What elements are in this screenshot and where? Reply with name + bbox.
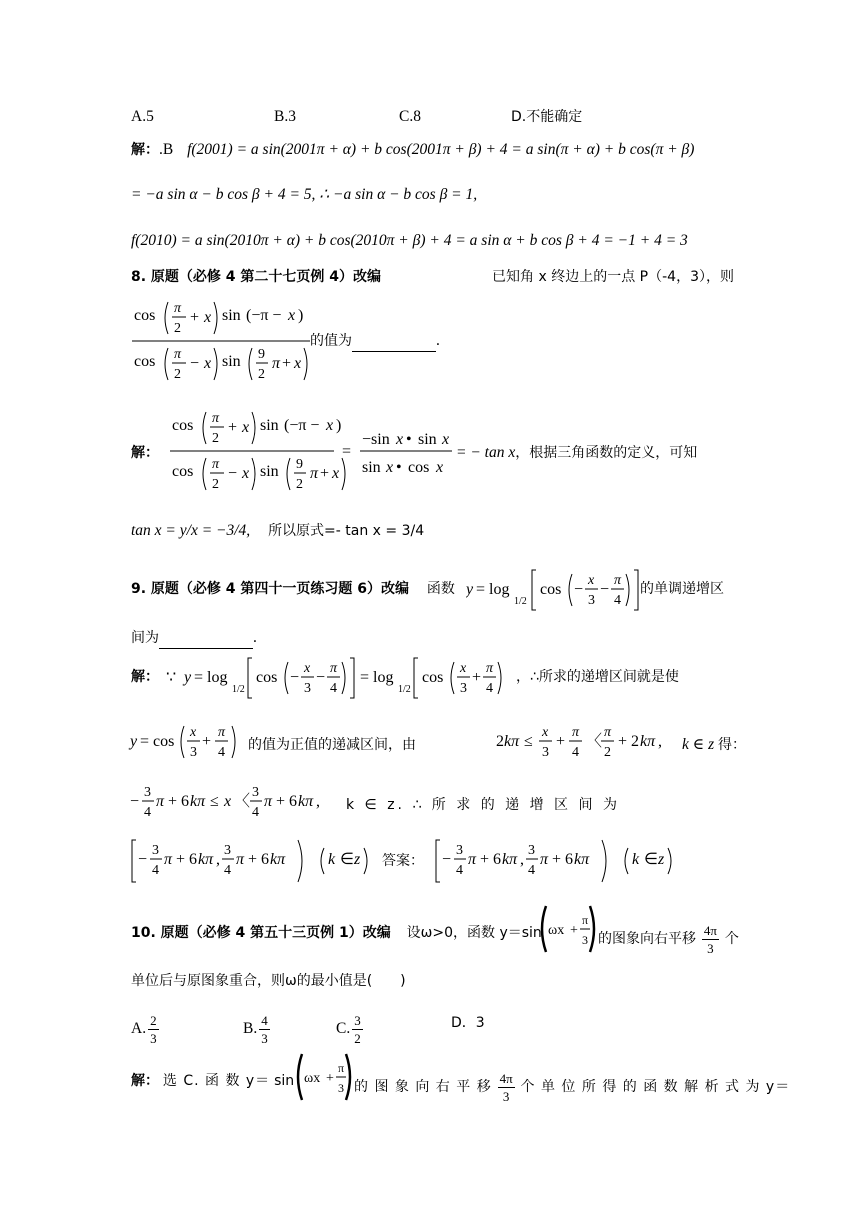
svg-text:= log: = log (360, 669, 394, 686)
shift-fraction: $\frac{4\pi}{3}$ (499, 1071, 513, 1104)
svg-text:cos: cos (422, 669, 444, 686)
svg-text:): ) (298, 307, 304, 324)
q10-arg (538, 904, 598, 954)
svg-text:+: + (472, 669, 482, 686)
choice-d: D.不能确定 (511, 109, 583, 125)
shift-fraction: $\frac{4\pi}{3}$ (703, 923, 717, 956)
svg-text:+: + (282, 355, 292, 372)
svg-text:2: 2 (174, 367, 181, 382)
svg-text:−: − (138, 851, 148, 868)
svg-text:π: π (310, 465, 319, 482)
svg-text:2: 2 (212, 477, 219, 492)
sol8-tail: ，根据三角函数的定义，可知 (515, 445, 698, 461)
svg-text:(−π −: (−π − (284, 417, 320, 434)
svg-text:kπ: kπ (298, 793, 314, 810)
sol9-line3 (346, 794, 734, 816)
sol10-sin: sin (274, 1073, 295, 1089)
q10-choice-b: B. $\frac{4}{3}$ (243, 1013, 268, 1046)
svg-text:+ 6: + 6 (168, 793, 190, 810)
svg-text:π: π (330, 661, 338, 676)
svg-text:sin: sin (222, 307, 241, 324)
svg-text:x: x (294, 355, 302, 372)
svg-text:π: π (212, 457, 220, 472)
solution-label: 解： (131, 1073, 159, 1089)
svg-text:−: − (600, 581, 610, 598)
sol9-expression (166, 652, 506, 704)
q10-line2-text: 单位后与原图象重合，则ω的最小值是( ) (131, 973, 406, 989)
sol10-tail-line (354, 1070, 791, 1105)
sol7-line1 (131, 139, 734, 161)
svg-text:π: π (174, 301, 182, 316)
svg-text:kπ: kπ (198, 851, 214, 868)
svg-text:= log: = log (476, 581, 510, 598)
svg-text:≤: ≤ (524, 733, 533, 750)
svg-text:+ 6: + 6 (552, 851, 574, 868)
svg-text:cos: cos (172, 417, 194, 434)
svg-text:3: 3 (542, 745, 549, 760)
svg-text:+ 6: + 6 (480, 851, 502, 868)
svg-text:y: y (184, 669, 192, 686)
sol8-mid: = − tan x (456, 444, 516, 461)
svg-text:−: − (130, 793, 140, 810)
svg-text:4: 4 (144, 805, 151, 820)
svg-text:3: 3 (144, 785, 151, 800)
svg-text:4: 4 (528, 863, 535, 878)
q8-title: 8. 原题（必修 4 第二十七页例 4）改编 (131, 269, 382, 285)
q8-expression (128, 296, 318, 386)
svg-text:,: , (216, 851, 220, 868)
svg-text:(−π −: (−π − (246, 307, 282, 324)
solution-label: 解： (131, 142, 159, 158)
svg-text:2: 2 (604, 745, 611, 760)
svg-text:kπ: kπ (504, 733, 520, 750)
svg-text:π: π (156, 793, 165, 810)
q8-period: . (436, 332, 440, 349)
sol9-line3-text: k ∈ z. ∴ 所 求 的 递 增 区 间 为 (346, 797, 620, 813)
svg-text:x: x (204, 309, 212, 326)
sol10-text-a: 选 C. 函 数 y＝ (162, 1073, 271, 1089)
svg-text:kπ: kπ (640, 733, 656, 750)
q8-header (131, 266, 734, 288)
svg-text:+: + (570, 923, 578, 938)
sol9-line2-text: 的值为正值的递减区间，由 (248, 737, 416, 753)
svg-text:−sin: −sin (362, 431, 390, 448)
svg-text:∈: ∈ (644, 851, 658, 868)
svg-text:x: x (242, 419, 250, 436)
svg-text:+: + (202, 733, 212, 750)
svg-text:∵: ∵ (166, 669, 177, 686)
svg-text:y: y (130, 733, 138, 750)
svg-text:4: 4 (456, 863, 463, 878)
q9-line2-text: 间为 (131, 630, 159, 646)
sol7-line2 (131, 184, 734, 206)
sol9-tail: ，∴所求的递增区间就是使 (516, 669, 679, 685)
svg-text:sin: sin (222, 353, 241, 370)
solution-label: 解： (131, 445, 159, 461)
svg-text:4: 4 (218, 745, 225, 760)
sol9-answer-label-line (382, 850, 734, 872)
svg-text:2: 2 (212, 431, 219, 446)
svg-text:kπ: kπ (270, 851, 286, 868)
svg-text:x: x (326, 417, 334, 434)
svg-text:cos: cos (540, 581, 562, 598)
svg-text:1/2: 1/2 (514, 596, 527, 607)
svg-text:3: 3 (304, 681, 311, 696)
svg-text:2: 2 (296, 477, 303, 492)
sol10-arg (294, 1052, 354, 1102)
svg-text:3: 3 (252, 785, 259, 800)
svg-text:3: 3 (582, 933, 588, 947)
q10-text-a: 设ω>0，函数 y＝sin (406, 925, 542, 941)
svg-text:4: 4 (252, 805, 259, 820)
svg-text:4: 4 (572, 745, 579, 760)
q8-value-text: 的值为 (310, 333, 352, 349)
solution-label: 解： (131, 669, 159, 685)
svg-text:x: x (242, 465, 250, 482)
svg-text:3: 3 (224, 843, 231, 858)
svg-text:x: x (332, 465, 340, 482)
svg-text:x: x (190, 725, 197, 740)
q10-text-c: 个 (724, 931, 739, 948)
svg-text:x: x (588, 573, 595, 588)
svg-text:π: π (236, 851, 245, 868)
sol9-range (128, 778, 346, 828)
q9-title: 9. 原题（必修 4 第四十一页练习题 6）改编 (131, 581, 410, 597)
svg-text:4: 4 (152, 863, 159, 878)
svg-text:4: 4 (330, 681, 337, 696)
svg-text:+ 6: + 6 (176, 851, 198, 868)
q9-text: 函数 (426, 581, 455, 597)
svg-text:π: π (614, 573, 622, 588)
svg-text:π: π (174, 347, 182, 362)
svg-text:sin: sin (362, 459, 381, 476)
q10-text-b: 的图象向右平移 (598, 931, 696, 948)
choice-b: B.3 (274, 108, 296, 125)
svg-text:1/2: 1/2 (232, 684, 245, 695)
q9-line2 (131, 627, 734, 649)
q10-choice-c: C. $\frac{3}{2}$ (336, 1013, 361, 1046)
sol9-line2-b: 得： (718, 737, 747, 753)
svg-text:π: π (338, 1061, 345, 1075)
svg-text:π: π (572, 725, 580, 740)
svg-text:x: x (396, 431, 404, 448)
svg-text:sin: sin (260, 463, 279, 480)
svg-text:+: + (326, 1071, 334, 1086)
q10-choice-d: D．3 (451, 1015, 485, 1031)
svg-text:3: 3 (456, 843, 463, 858)
svg-text:π: π (264, 793, 273, 810)
svg-text:2: 2 (174, 321, 181, 336)
svg-text:cos: cos (408, 459, 430, 476)
svg-text:9: 9 (296, 457, 303, 472)
svg-text:k: k (328, 851, 336, 868)
svg-text:+ 6: + 6 (276, 793, 298, 810)
svg-text:k: k (632, 851, 640, 868)
sol7-formula-2: = −a sin α − b cos β + 4 = 5, ∴ −a sin α − b cos β = 1, (131, 186, 478, 203)
q9-period: . (253, 629, 257, 646)
svg-text:kπ: kπ (190, 793, 206, 810)
q10-title: 10. 原题（必修 4 第五十三页例 1）改编 (131, 925, 391, 941)
svg-text:π: π (468, 851, 477, 868)
svg-text:3: 3 (588, 593, 595, 608)
svg-text:π: π (272, 355, 281, 372)
sol10-text-b: 的 图 象 向 右 平 移 (354, 1079, 492, 1096)
svg-text:x: x (442, 431, 450, 448)
q10-tail-line (598, 922, 740, 957)
sol8-line2-a: tan x = y/x = −3/4, (131, 522, 251, 539)
svg-text:= log: = log (194, 669, 228, 686)
sol8-line2-b: 所以原式=- tan x = 3/4 (268, 523, 425, 539)
choice-a: A.5 (131, 108, 154, 125)
answer-blank (352, 335, 436, 352)
svg-text:π: π (582, 913, 589, 927)
q9-function (466, 564, 642, 616)
svg-text:kπ: kπ (574, 851, 590, 868)
sol9-line2-expression (128, 718, 254, 768)
svg-text:ωx: ωx (548, 923, 565, 938)
svg-text:−: − (290, 669, 300, 686)
svg-text:x: x (224, 793, 232, 810)
svg-text:sin: sin (260, 417, 279, 434)
svg-text:〈: 〈 (586, 733, 603, 750)
svg-text:π: π (164, 851, 173, 868)
q10-line2 (131, 970, 734, 992)
svg-text:9: 9 (258, 347, 265, 362)
q8-text: 已知角 x 终边上的一点 P（-4，3），则 (492, 269, 734, 285)
sol7-answer: .B (159, 141, 174, 158)
sol8-text-line (456, 442, 734, 464)
svg-text:y: y (466, 581, 474, 598)
svg-text:π: π (218, 725, 226, 740)
svg-text:−: − (442, 851, 452, 868)
sol9-inequality (494, 718, 694, 768)
svg-text:,: , (658, 733, 662, 750)
q9-tail: 的单调递增区 (640, 581, 724, 597)
svg-text:•: • (406, 431, 412, 448)
svg-text:2: 2 (258, 367, 265, 382)
svg-text:ωx: ωx (304, 1071, 321, 1086)
svg-text:+ 2: + 2 (618, 733, 640, 750)
svg-text:x: x (460, 661, 467, 676)
svg-text:−: − (190, 355, 200, 372)
svg-text:4: 4 (614, 593, 621, 608)
svg-text:•: • (396, 459, 402, 476)
svg-text:π: π (486, 661, 494, 676)
svg-text:+: + (228, 419, 238, 436)
svg-text:3: 3 (528, 843, 535, 858)
svg-text:z: z (658, 851, 665, 868)
svg-text:x: x (436, 459, 444, 476)
svg-text:x: x (204, 355, 212, 372)
q9-tail-line (640, 578, 734, 600)
svg-text:cos: cos (256, 669, 278, 686)
svg-text:+: + (190, 309, 200, 326)
svg-text:3: 3 (190, 745, 197, 760)
svg-text:π: π (540, 851, 549, 868)
svg-text:∈: ∈ (340, 851, 354, 868)
svg-text:−: − (228, 465, 238, 482)
sol10-text-c: 个 单 位 所 得 的 函 数 解 析 式 为 y＝ (520, 1079, 791, 1096)
svg-text:=: = (342, 443, 352, 460)
svg-text:kπ: kπ (502, 851, 518, 868)
answer-label: 答案： (382, 853, 424, 869)
svg-text:cos: cos (172, 463, 194, 480)
svg-text:+ 6: + 6 (248, 851, 270, 868)
svg-text:3: 3 (152, 843, 159, 858)
svg-text:z: z (354, 851, 361, 868)
sol8-line2 (131, 520, 734, 542)
svg-text:x: x (304, 661, 311, 676)
svg-text:3: 3 (338, 1081, 344, 1095)
svg-text:≤: ≤ (210, 793, 219, 810)
svg-text:〈: 〈 (234, 793, 251, 810)
sol9-line2b: k ∈ z 得： (682, 736, 747, 753)
sol9-tail-line (516, 666, 734, 688)
svg-text:π: π (212, 411, 220, 426)
q10-choice-a: A. $\frac{2}{3}$ (131, 1013, 157, 1046)
svg-text:−: − (316, 669, 326, 686)
sol7-formula-1: f(2001) = a sin(2001π + α) + b cos(2001π + β) + 4 = a sin(π + α) + b cos(π + β) (187, 141, 695, 158)
sol7-formula-3: f(2010) = a sin(2010π + α) + b cos(2010π + β) + 4 = a sin α + b cos β + 4 = −1 + 4 = 3 (131, 232, 688, 249)
svg-text:4: 4 (486, 681, 493, 696)
svg-text:cos: cos (134, 353, 156, 370)
svg-text:+: + (556, 733, 566, 750)
svg-text:cos: cos (134, 307, 156, 324)
sol7-line3 (131, 230, 734, 252)
svg-text:2: 2 (496, 733, 504, 750)
svg-text:,: , (520, 851, 524, 868)
svg-text:): ) (336, 417, 342, 434)
svg-text:−: − (574, 581, 584, 598)
svg-text:3: 3 (460, 681, 467, 696)
svg-text:1/2: 1/2 (398, 684, 411, 695)
svg-text:4: 4 (224, 863, 231, 878)
svg-text:x: x (542, 725, 549, 740)
svg-text:,: , (316, 793, 320, 810)
q8-value-line (310, 330, 734, 352)
svg-text:= cos: = cos (140, 733, 175, 750)
answer-blank (159, 632, 253, 649)
svg-text:x: x (288, 307, 296, 324)
svg-text:x: x (386, 459, 394, 476)
svg-text:sin: sin (418, 431, 437, 448)
svg-text:π: π (604, 725, 612, 740)
svg-text:+: + (320, 465, 330, 482)
choice-c: C.8 (399, 108, 421, 125)
